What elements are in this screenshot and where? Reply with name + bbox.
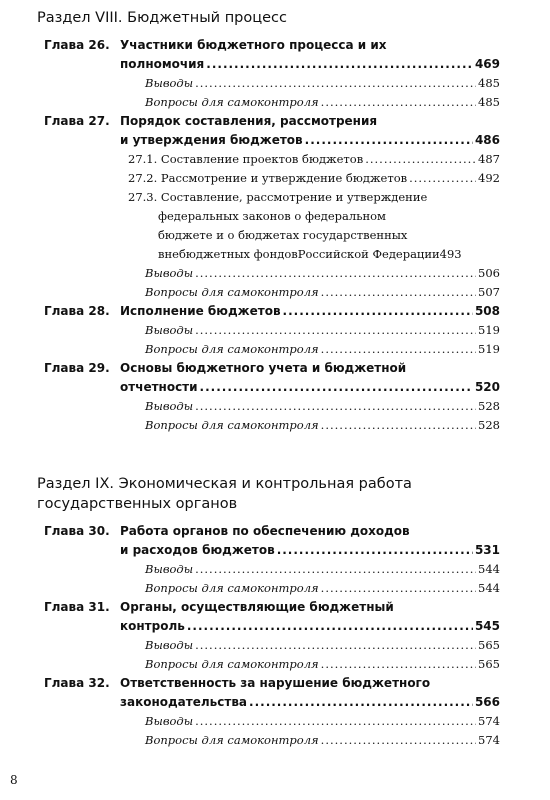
toc-subitem bbox=[145, 283, 500, 302]
subitem-page: 574 bbox=[478, 714, 500, 728]
chapter-title bbox=[120, 598, 500, 636]
toc-subitem bbox=[145, 579, 500, 598]
subitem-text: Вопросы для самоконтроля bbox=[145, 95, 319, 109]
chapter-title-row bbox=[120, 378, 500, 397]
toc-subitem bbox=[145, 712, 500, 731]
subitem-text: Выводы bbox=[145, 266, 194, 280]
subitem-text: Вопросы для самоконтроля bbox=[145, 581, 319, 595]
chapter-title bbox=[120, 36, 500, 74]
toc-subitem bbox=[145, 731, 500, 750]
subsection-page: 487 bbox=[478, 152, 500, 166]
subsection-line: федеральных законов о федеральном bbox=[158, 209, 386, 223]
chapter-label: Глава 31. bbox=[44, 600, 110, 614]
subitem-page: 519 bbox=[478, 342, 500, 356]
subitem-page: 574 bbox=[478, 733, 500, 747]
subitem-text: Вопросы для самоконтроля bbox=[145, 733, 319, 747]
subitem-text: Выводы bbox=[145, 399, 194, 413]
section-title-line: государственных органов bbox=[37, 496, 238, 512]
toc-chapter bbox=[0, 359, 550, 435]
subitem-page: 485 bbox=[478, 95, 500, 109]
toc-chapter bbox=[0, 302, 550, 359]
subitem-text: Вопросы для самоконтроля bbox=[145, 418, 319, 432]
chapter-title-line: Основы бюджетного учета и бюджетной bbox=[120, 361, 407, 375]
dot-leader bbox=[305, 131, 473, 150]
subitem-text: Выводы bbox=[145, 714, 194, 728]
toc-chapter bbox=[0, 598, 550, 674]
section-9-chapters bbox=[0, 522, 550, 750]
dot-leader bbox=[249, 693, 473, 712]
dot-leader bbox=[277, 541, 473, 560]
subsection-entry bbox=[128, 169, 500, 188]
subsection-row bbox=[128, 169, 500, 188]
subitem-page: 506 bbox=[478, 266, 500, 280]
chapter-label: Глава 32. bbox=[44, 676, 110, 690]
toc-subitem bbox=[145, 397, 500, 416]
chapter-page: 508 bbox=[474, 304, 500, 318]
chapter-title bbox=[120, 359, 500, 397]
chapter-label: Глава 28. bbox=[44, 304, 110, 318]
dot-leader bbox=[321, 340, 476, 359]
dot-leader bbox=[195, 264, 476, 283]
subsection-entry bbox=[128, 188, 500, 264]
dot-leader bbox=[409, 169, 476, 188]
toc-subitem bbox=[145, 416, 500, 435]
chapter-page: 531 bbox=[474, 543, 500, 557]
chapter-label: Глава 29. bbox=[44, 361, 110, 375]
chapter-title-row bbox=[120, 55, 500, 74]
toc-subitem bbox=[145, 636, 500, 655]
toc-subitem bbox=[145, 560, 500, 579]
dot-leader bbox=[321, 731, 476, 750]
chapter-page: 545 bbox=[474, 619, 500, 633]
chapter-label: Глава 26. bbox=[44, 38, 110, 52]
chapter-title-line: Порядок составления, рассмотрения bbox=[120, 114, 378, 128]
subitem-page: 519 bbox=[478, 323, 500, 337]
chapter-title bbox=[120, 522, 500, 560]
toc-chapter bbox=[0, 674, 550, 750]
subitem-text: Выводы bbox=[145, 562, 194, 576]
section-8-chapters bbox=[0, 36, 550, 435]
dot-leader bbox=[195, 712, 476, 731]
chapter-title-line: Органы, осуществляющие бюджетный bbox=[120, 600, 394, 614]
section-title bbox=[37, 474, 507, 514]
subsection-entry bbox=[128, 150, 500, 169]
subsection-line: бюджете и о бюджетах государственных bbox=[158, 228, 408, 242]
toc-chapter bbox=[0, 522, 550, 598]
subitem-text: Выводы bbox=[145, 76, 194, 90]
subitem-page: 528 bbox=[478, 399, 500, 413]
toc-subitem bbox=[145, 264, 500, 283]
dot-leader bbox=[200, 378, 473, 397]
chapter-title-line: и расходов бюджетов bbox=[120, 543, 275, 557]
dot-leader bbox=[321, 655, 476, 674]
chapter-title-line: контроль bbox=[120, 619, 185, 633]
section-title-line: Раздел IX. Экономическая и контрольная работа bbox=[37, 476, 412, 492]
subitem-text: Выводы bbox=[145, 323, 194, 337]
chapter-title-line: Ответственность за нарушение бюджетного bbox=[120, 676, 431, 690]
page-number: 8 bbox=[10, 773, 18, 787]
chapter-title-row bbox=[120, 541, 500, 560]
chapter-label: Глава 30. bbox=[44, 524, 110, 538]
chapter-label: Глава 27. bbox=[44, 114, 110, 128]
section-title: Раздел VIII. Бюджетный процесс bbox=[37, 10, 287, 26]
subsection-row bbox=[158, 245, 500, 264]
subitem-text: Вопросы для самоконтроля bbox=[145, 342, 319, 356]
section-8 bbox=[0, 8, 550, 435]
dot-leader bbox=[206, 55, 473, 74]
dot-leader bbox=[321, 416, 476, 435]
chapter-title-line: Работа органов по обеспечению доходов bbox=[120, 524, 410, 538]
dot-leader bbox=[321, 93, 476, 112]
dot-leader bbox=[195, 397, 476, 416]
dot-leader bbox=[195, 74, 476, 93]
chapter-title-row bbox=[120, 617, 500, 636]
chapter-title-line: и утверждения бюджетов bbox=[120, 133, 303, 147]
toc-subitem bbox=[145, 340, 500, 359]
subitem-page: 544 bbox=[478, 581, 500, 595]
chapter-title bbox=[120, 674, 500, 712]
dot-leader bbox=[321, 283, 476, 302]
subsection-page: 492 bbox=[478, 171, 500, 185]
chapter-page: 520 bbox=[474, 380, 500, 394]
toc-chapter bbox=[0, 36, 550, 112]
chapter-title-row bbox=[120, 693, 500, 712]
subsection-page: 493 bbox=[439, 247, 462, 261]
dot-leader bbox=[195, 560, 476, 579]
subitem-page: 565 bbox=[478, 638, 500, 652]
toc-chapter bbox=[0, 112, 550, 302]
section-9 bbox=[0, 474, 550, 750]
chapter-title-line: отчетности bbox=[120, 380, 198, 394]
subitem-text: Вопросы для самоконтроля bbox=[145, 657, 319, 671]
dot-leader bbox=[365, 150, 476, 169]
dot-leader bbox=[187, 617, 473, 636]
subsection-row bbox=[128, 150, 500, 169]
toc-subitem bbox=[145, 655, 500, 674]
toc-subitem bbox=[145, 74, 500, 93]
chapter-title-line: Участники бюджетного процесса и их bbox=[120, 38, 387, 52]
subsection-text: 27.1. Составление проектов бюджетов bbox=[128, 152, 364, 166]
subsection-text: 27.2. Рассмотрение и утверждение бюджетов bbox=[128, 171, 408, 185]
subitem-text: Выводы bbox=[145, 638, 194, 652]
subitem-page: 485 bbox=[478, 76, 500, 90]
chapter-title bbox=[120, 112, 500, 150]
chapter-page: 469 bbox=[474, 57, 500, 71]
dot-leader bbox=[195, 321, 476, 340]
subitem-page: 565 bbox=[478, 657, 500, 671]
chapter-title-row bbox=[120, 302, 500, 321]
subitem-page: 544 bbox=[478, 562, 500, 576]
dot-leader bbox=[283, 302, 473, 321]
chapter-page: 566 bbox=[474, 695, 500, 709]
chapter-page: 486 bbox=[474, 133, 500, 147]
dot-leader bbox=[321, 579, 476, 598]
chapter-title-line: полномочия bbox=[120, 57, 205, 71]
subsection-line: 27.3. Составление, рассмотрение и утверждение bbox=[128, 190, 428, 204]
chapter-title-line: Исполнение бюджетов bbox=[120, 304, 281, 318]
subitem-text: Вопросы для самоконтроля bbox=[145, 285, 319, 299]
dot-leader bbox=[195, 636, 476, 655]
subitem-page: 507 bbox=[478, 285, 500, 299]
subsection-line: внебюджетных фондовРоссийской Федерации bbox=[158, 247, 440, 261]
chapter-title-line: законодательства bbox=[120, 695, 248, 709]
chapter-title-row bbox=[120, 131, 500, 150]
subitem-page: 528 bbox=[478, 418, 500, 432]
toc-subitem bbox=[145, 321, 500, 340]
toc-subitem bbox=[145, 93, 500, 112]
chapter-title bbox=[120, 302, 500, 321]
